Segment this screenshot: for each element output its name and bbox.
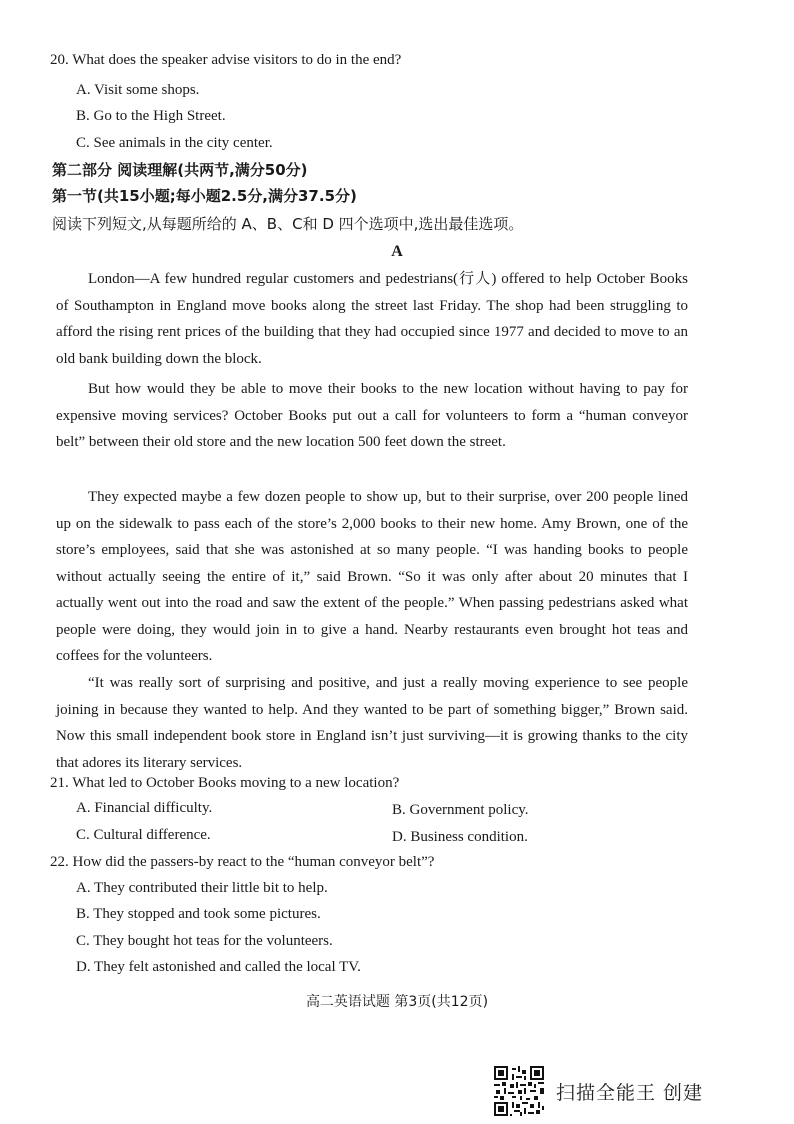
- paragraph-4-text: “It was really sort of surprising and positive, and just a really moving experience to see people joining in because they wanted to help. And they wanted to be part of something bigger,” Brown said. Now this small independent book store in England isn’t just surviving—it is growing thanks to the city that adores its literary services.: [56, 675, 688, 771]
- question-21-option-a: A. Financial difficulty.: [76, 800, 213, 816]
- question-22-option-b: B. They stopped and took some pictures.: [76, 906, 321, 922]
- question-21-option-c: C. Cultural difference.: [76, 827, 211, 843]
- paragraph-3-text: They expected maybe a few dozen people to show up, but to their surprise, over 200 people lined up on the sidewalk to pass each of the store’s 2,000 books to their new home. Amy Brown, one of the store’s employees, said that she was astonished at so many people. “I was handing books to people without actually seeing the entire of it,” said Brown. “So it was only after about 20 minutes that I actually went out into the road and saw the extent of the people.” When passing pedestrians asked what people were doing, they would join in to give a hand. Nearby restaurants even brought hot teas and coffees for the volunteers.: [56, 489, 688, 664]
- section1-heading: 第一节(共15小题;每小题2.5分,满分37.5分): [52, 187, 357, 205]
- question-22-option-a: A. They contributed their little bit to help.: [76, 880, 328, 896]
- question-22-option-d: D. They felt astonished and called the local TV.: [76, 959, 361, 975]
- passage-letter: A: [391, 243, 403, 260]
- paragraph-1-text: London—A few hundred regular customers and pedestrians(行人) offered to help October Books of Southampton in England move books along the street last Friday. The shop had been struggling to afford the rising rent prices of the building that they had occupied since 1977 and decided to move to an old bank building down the block.: [56, 271, 688, 367]
- question-21-stem: 21. What led to October Books moving to a new location?: [50, 775, 400, 791]
- page-footer: 高二英语试题 第3页(共12页): [305, 994, 489, 1010]
- passage-paragraph-3: [56, 484, 688, 670]
- question-21-option-b: B. Government policy.: [392, 802, 529, 818]
- passage-paragraph-1: [56, 266, 688, 372]
- qr-code-icon: [494, 1066, 544, 1116]
- part2-heading: 第二部分 阅读理解(共两节,满分50分): [52, 161, 308, 179]
- instructions: 阅读下列短文,从每题所给的 A、B、C和 D 四个选项中,选出最佳选项。: [52, 215, 524, 233]
- question-22-stem: 22. How did the passers-by react to the “human conveyor belt”?: [50, 854, 435, 870]
- passage-paragraph-4: [56, 670, 688, 776]
- question-20-option-c: C. See animals in the city center.: [76, 135, 273, 151]
- paragraph-2-text: But how would they be able to move their books to the new location without having to pay for expensive moving services? October Books put out a call for volunteers to form a “human conveyor belt” between their old store and the new location 500 feet down the street.: [56, 381, 688, 450]
- scanner-watermark: 扫描全能王 创建: [556, 1082, 704, 1104]
- passage-paragraph-2: [56, 376, 688, 456]
- question-22-option-c: C. They bought hot teas for the volunteers.: [76, 933, 333, 949]
- question-20-option-a: A. Visit some shops.: [76, 82, 200, 98]
- question-20-stem: 20. What does the speaker advise visitors to do in the end?: [50, 52, 402, 68]
- question-21-option-d: D. Business condition.: [392, 829, 528, 845]
- question-20-option-b: B. Go to the High Street.: [76, 108, 226, 124]
